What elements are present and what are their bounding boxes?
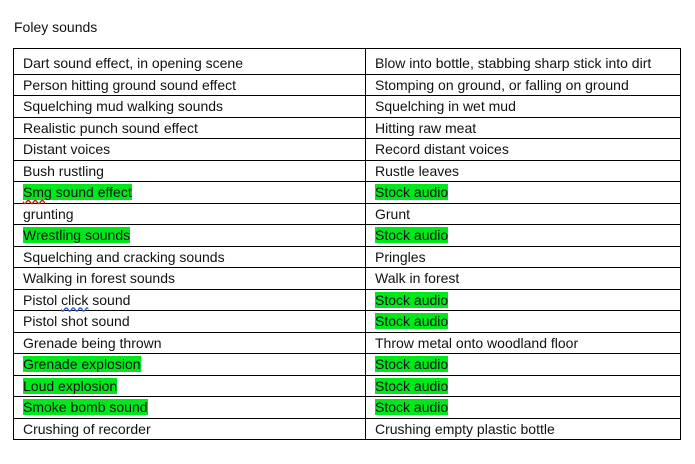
method-text: Stock audio (375, 399, 449, 415)
method-cell (366, 96, 681, 118)
sound-text: Smoke bomb sound (23, 399, 148, 415)
method-cell (366, 225, 681, 247)
method-text: Pringles (375, 248, 426, 265)
method-cell (366, 49, 681, 75)
method-text: Throw metal onto woodland floor (375, 334, 579, 351)
method-cell (366, 311, 681, 333)
method-cell (366, 160, 681, 182)
sound-text: Wrestling sounds (23, 227, 131, 243)
table-row (14, 160, 681, 182)
sound-text: Squelching mud walking sounds (23, 98, 224, 114)
method-cell (366, 375, 681, 397)
sound-text: Dart sound effect, in opening scene (23, 55, 244, 71)
method-cell (366, 332, 681, 354)
method-text: Walk in forest (375, 270, 460, 286)
table-row (14, 49, 681, 75)
sound-cell (14, 203, 366, 225)
sound-cell (14, 332, 366, 354)
table-row (14, 289, 681, 311)
method-text: Stock audio (375, 184, 449, 200)
table-row (14, 203, 681, 225)
table-row (14, 375, 681, 397)
method-cell (366, 397, 681, 419)
method-cell (366, 289, 681, 311)
method-cell (366, 182, 681, 204)
sound-cell (14, 225, 366, 247)
sound-text: Crushing of recorder (23, 420, 151, 437)
method-text: Stock audio (375, 291, 449, 308)
document-title: Foley sounds (14, 19, 98, 35)
table-row (14, 311, 681, 333)
table-row (14, 117, 681, 139)
sound-cell (14, 96, 366, 118)
table-row (14, 139, 681, 161)
sound-cell (14, 160, 366, 182)
method-text: Hitting raw meat (375, 119, 477, 136)
method-text: Stock audio (375, 377, 449, 394)
foley-table (13, 48, 681, 440)
table-row (14, 418, 681, 440)
sound-text: Distant voices (23, 141, 111, 157)
sound-text: Bush rustling (23, 162, 104, 179)
sound-text: Loud explosion (23, 377, 118, 394)
sound-cell (14, 49, 366, 75)
sound-text: Walking in forest sounds (23, 270, 175, 286)
method-cell (366, 418, 681, 440)
sound-cell (14, 117, 366, 139)
method-text: Stomping on ground, or falling on ground (375, 76, 629, 93)
method-cell (366, 139, 681, 161)
table-row (14, 96, 681, 118)
table-row (14, 225, 681, 247)
sound-cell (14, 354, 366, 376)
method-text: Stock audio (375, 313, 449, 329)
sound-text: Realistic punch sound effect (23, 119, 198, 136)
sound-text: grunting (23, 205, 74, 222)
sound-text: Grenade explosion (23, 356, 141, 372)
sound-cell (14, 418, 366, 440)
sound-text: Smg sound effect (23, 184, 132, 200)
method-text: Grunt (375, 205, 411, 222)
method-text: Rustle leaves (375, 162, 460, 179)
method-text: Blow into bottle, stabbing sharp stick into dirt (375, 55, 652, 71)
sound-cell (14, 74, 366, 96)
method-text: Stock audio (375, 356, 449, 372)
table-row (14, 332, 681, 354)
sound-cell (14, 289, 366, 311)
method-text: Stock audio (375, 227, 449, 243)
table-row (14, 182, 681, 204)
method-cell (366, 74, 681, 96)
sound-cell (14, 182, 366, 204)
table-row (14, 268, 681, 290)
sound-text: Pistol click sound (23, 291, 131, 308)
sound-cell (14, 268, 366, 290)
sound-cell (14, 375, 366, 397)
method-cell (366, 117, 681, 139)
sound-text: Pistol shot sound (23, 313, 130, 329)
sound-cell (14, 311, 366, 333)
method-text: Squelching in wet mud (375, 98, 516, 114)
table-row (14, 397, 681, 419)
sound-text: Person hitting ground sound effect (23, 76, 237, 93)
sound-cell (14, 139, 366, 161)
method-text: Record distant voices (375, 141, 509, 157)
method-text: Crushing empty plastic bottle (375, 420, 555, 437)
sound-text: Squelching and cracking sounds (23, 248, 225, 265)
table-row (14, 354, 681, 376)
method-cell (366, 246, 681, 268)
sound-text: Grenade being thrown (23, 334, 162, 351)
table-row (14, 74, 681, 96)
sound-cell (14, 397, 366, 419)
table-row (14, 246, 681, 268)
method-cell (366, 203, 681, 225)
method-cell (366, 268, 681, 290)
method-cell (366, 354, 681, 376)
sound-cell (14, 246, 366, 268)
